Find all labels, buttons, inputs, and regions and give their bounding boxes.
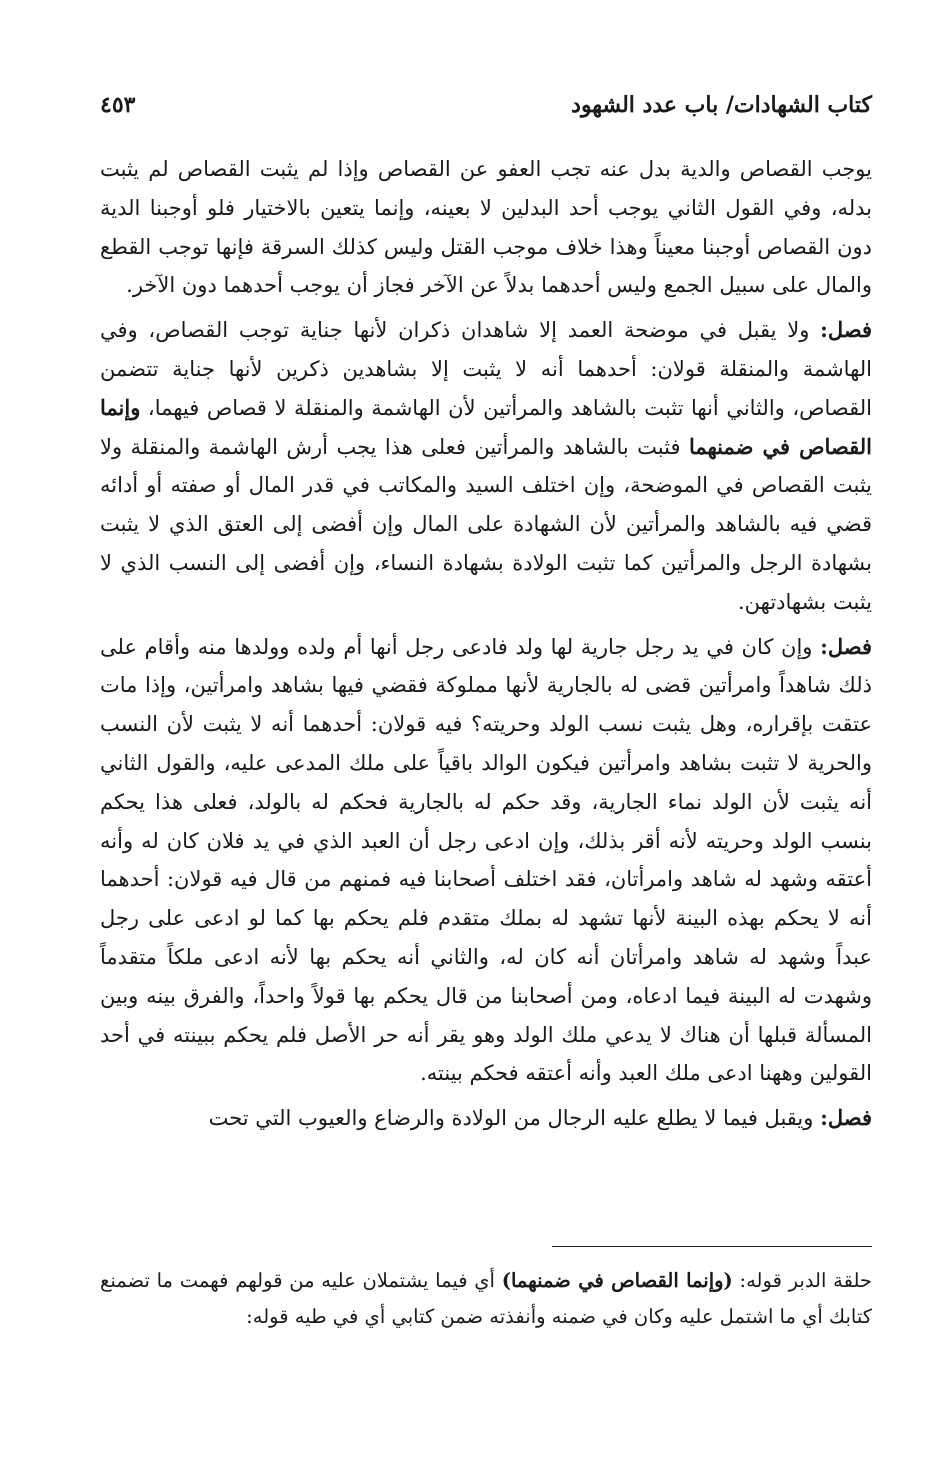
paragraph-text: فثبت بالشاهد والمرأتين فعلى هذا يجب أرش الهاشمة والمنقلة ولا يثبت القصاص في الموضحة، وإن اختلف السيد والمكاتب في قدر المال أو صفته أو أدائه قضي فيه بالشاهد والمرأتين لأن الشهادة على المال وإن أفضى إلى العتق الذي لا يثبت بشهادة الرجل والمرأتين كما تثبت الولادة بشهادة النساء، وإن أفضى إلى النسب الذي لا يثبت بشهادتهن. [100, 434, 872, 614]
section-label: فصل: [820, 317, 872, 343]
paragraph-text: يوجب القصاص والدية بدل عنه تجب العفو عن القصاص وإذا لم يثبت القصاص لم يثبت بدله، وفي القول الثاني يوجب أحد البدلين لا بعينه، وإنما يتعين بالاختيار فلو أوجبنا الدية دون القصاص أوجبنا معيناً وهذا خلاف موجب القتل وليس كذلك السرقة فإنها توجب القطع والمال على سبيل الجمع وليس أحدهما بدلاً عن الآخر فجاز أن يوجب أحدهما دون الآخر. [100, 157, 872, 298]
paragraph-text: ولا يقبل في موضحة العمد إلا شاهدان ذكران لأنها جناية توجب القصاص، وفي الهاشمة والمنقلة قولان: أحدهما أنه لا يثبت إلا بشاهدين ذكرين لأنها جناية تتضمن القصاص، والثاني أنها تثبت بالشاهد والمرأتين لأن الهاشمة والمنقلة لا قصاص فيهما، [100, 318, 872, 420]
paragraph-2 [100, 311, 872, 621]
section-label: فصل: [820, 633, 872, 659]
paragraph-text: ويقبل فيما لا يطلع عليه الرجال من الولادة والرضاع والعيوب التي تحت [208, 1106, 821, 1131]
running-header [100, 92, 872, 128]
paragraph-3 [100, 628, 872, 1094]
chapter-title: كتاب الشهادات/ باب عدد الشهود [571, 92, 872, 118]
paragraph-4 [100, 1099, 872, 1138]
main-text [100, 150, 872, 1138]
section-label: فصل: [820, 1105, 872, 1131]
page-number: ٤٥٣ [100, 92, 136, 118]
footnote-bold-phrase: (وإنما القصاص في ضمنهما) [501, 1269, 733, 1292]
paragraph-1 [100, 150, 872, 305]
bold-phrase: وإنما القصاص في ضمنهما [100, 394, 872, 459]
footnote-text: حلقة الدبر قوله: [732, 1269, 872, 1292]
footnote [100, 1263, 872, 1335]
footnote-text: أي فيما يشتملان عليه من قولهم فهمت ما تضمنع كتابك أي ما اشتمل عليه وكان في ضمنه وأنفذته ضمن كتابي أي في طيه قوله: [100, 1269, 872, 1328]
footnote-separator [552, 1246, 872, 1247]
paragraph-text: وإن كان في يد رجل جارية لها ولد فادعى رجل أنها أم ولده وولدها منه وأقام على ذلك شاهداً وامرأتين قضى له بالجارية لأنها مملوكة فقضي فيها بشاهد وامرأتين، وإذا مات عتقت بإقراره، وهل يثبت نسب الولد وحريته؟ فيه قولان: أحدهما أنه لا يثبت لأن النسب والحرية لا تثبت بشاهد وامرأتين فيكون الوالد باقياً على ملك المدعى عليه، والقول الثاني أنه يثبت لأن الولد نماء الجارية، وقد حكم له بالجارية فحكم له بالولد، فعلى هذا يحكم بنسب الولد وحريته لأنه أقر بذلك، وإن ادعى رجل أن العبد الذي في يد فلان كان له وأنه أعتقه وشهد له شاهد وامرأتان، فقد اختلف أصحابنا فيه فمنهم من قال فيه قولان: أحدهما أنه لا يحكم بهذه البينة لأنها تشهد له بملك متقدم فلم يحكم بها كما لو ادعى على رجل عبداً وشهد له شاهد وامرأتان أنه كان له، والثاني أنه يحكم بها لأنه ادعى ملكاً متقدماً وشهدت له البينة فيما ادعاه، ومن أصحابنا من قال يحكم بها قولاً واحداً، والفرق بينه وبين المسألة قبلها أن هناك لا يدعي ملك الولد وهو يقر أنه حر الأصل فلم يحكم ببينته في أحد القولين وههنا ادعى ملك العبد وأنه أعتقه فحكم بينته. [100, 634, 873, 1086]
